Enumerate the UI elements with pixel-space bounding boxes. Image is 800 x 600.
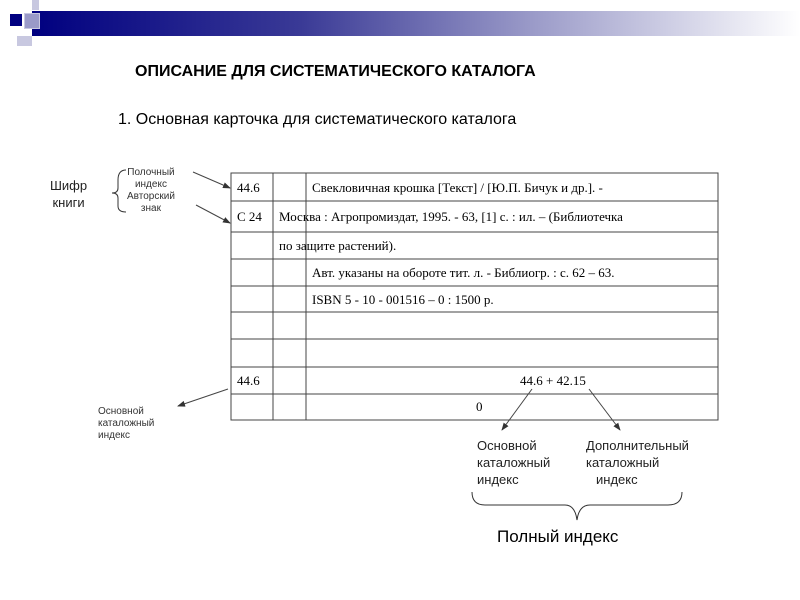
- card-note-line: Авт. указаны на обороте тит. л. - Библиогр. : с. 62 – 63.: [312, 265, 615, 280]
- card-title-line: Свекловичная крошка [Текст] / [Ю.П. Бичук и др.]. -: [312, 180, 603, 195]
- card-series-line: по защите растений).: [279, 238, 397, 253]
- page-title: ОПИСАНИЕ ДЛЯ СИСТЕМАТИЧЕСКОГО КАТАЛОГА: [135, 63, 536, 80]
- card-full-index: 44.6 + 42.15: [520, 373, 586, 388]
- card-imprint-line: Москва : Агропромиздат, 1995. - 63, [1] с. : ил. – (Библиотечка: [279, 209, 623, 224]
- card-isbn-line: ISBN 5 - 10 - 001516 – 0 : 1500 р.: [312, 292, 494, 307]
- card-bottom-index: 44.6: [237, 373, 260, 388]
- card-shelf-index: 44.6: [237, 180, 260, 195]
- page-subtitle: 1. Основная карточка для систематического каталога: [118, 111, 517, 128]
- dop-index-label: Дополнительный каталожный индекс: [586, 438, 689, 487]
- full-index-label: Полный индекс: [497, 527, 619, 546]
- osn-index-label: Основной каталожный индекс: [477, 438, 551, 487]
- card-zero: 0: [476, 399, 483, 414]
- shifr-label: Шифр книги: [50, 178, 88, 210]
- osn-index-left-label: Основной каталожный индекс: [98, 406, 155, 441]
- polka-avtor-label: Полочный индекс Авторский знак: [127, 167, 175, 214]
- card-author-sign: С 24: [237, 209, 262, 224]
